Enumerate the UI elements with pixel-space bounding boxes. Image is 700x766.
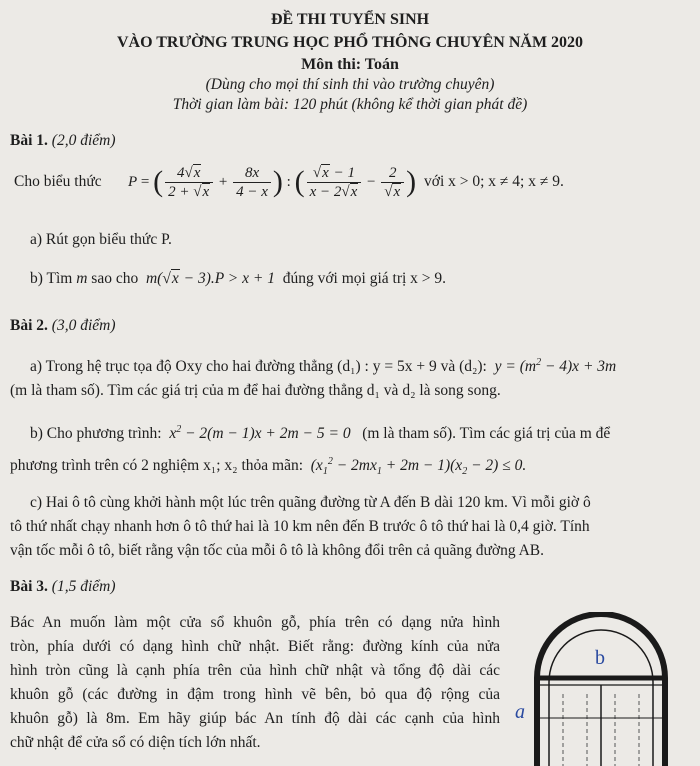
exam-note: (Dùng cho mọi thí sinh thi vào trường chuyên)	[205, 76, 495, 93]
part-b-suffix: đúng với mọi giá trị x > 9.	[282, 270, 447, 287]
bai2-a-line2: (m là tham số). Tìm các giá trị của m để hai đường thẳng d₁ và d₂ là song song.	[10, 382, 501, 399]
bai1-part-b	[30, 269, 446, 289]
bai2-b-line2	[10, 452, 526, 482]
label-b: b	[595, 647, 605, 669]
b-line1-prefix: b) Cho phương trình:	[30, 425, 162, 443]
bai3-line-6: chữ nhật để cửa sổ có diện tích lớn nhất.	[10, 734, 261, 751]
bai2-heading	[10, 316, 115, 336]
bai3-points: (1,5 điểm)	[51, 578, 116, 595]
bai2-a-line1	[30, 353, 616, 377]
formula-P: P = ( $\frac{4√x}{2 + √x}$ + $\frac{8x}{4 - x}$ ) : ( $\frac{√x - 1}{x - 2√x}$ − $\frac{2}{√x}$ )	[128, 164, 417, 200]
bai3-line-4: khuôn gỗ (các đường in đậm trong hình vẽ bên, bỏ qua độ rộng của	[10, 686, 500, 703]
exam-subject: Môn thi: Toán	[301, 56, 399, 73]
bai1-heading	[10, 131, 115, 151]
bai1-title: Bài 1.	[10, 132, 48, 149]
bai3-line-5: khuôn gỗ) là 8m. Em hãy giúp bác An tính độ dài các cạnh của hình	[10, 710, 500, 727]
part-b-mid: sao cho	[91, 270, 139, 287]
window-figure	[505, 612, 695, 766]
bai2-points: (3,0 điểm)	[51, 317, 116, 334]
bai3-line-3: hình tròn cũng là cạnh phía trên của hình chữ nhật và tổng độ dài các	[10, 662, 500, 679]
bai1-part-a: a) Rút gọn biểu thức P.	[30, 231, 172, 248]
exam-title: ĐỀ THI TUYỂN SINH	[270, 11, 430, 28]
exam-time: Thời gian làm bài: 120 phút (không kể thời gian phát đề)	[172, 96, 528, 113]
b-line1-suffix: (m là tham số). Tìm các giá trị của m để	[362, 425, 611, 443]
bai1-condition: với x > 0; x ≠ 4; x ≠ 9.	[424, 173, 564, 190]
bai1-points: (2,0 điểm)	[51, 132, 116, 149]
inequality-expr: m(√x − 3).P > x + 1	[142, 270, 279, 287]
b-line2-prefix: phương trình trên có 2 nghiệm x₁; x₂ thỏa mãn:	[10, 457, 304, 475]
part-b-prefix: b) Tìm	[30, 270, 73, 287]
d2-equation: $y = (m^2 - 4)x + 3m$	[490, 357, 617, 376]
bai1-intro: Cho biểu thức	[14, 173, 102, 190]
bai3-line-1: Bác An muốn làm một cửa sổ khuôn gỗ, phía trên có dạng nửa hình	[10, 614, 500, 631]
bai3-title: Bài 3.	[10, 578, 48, 595]
a-line1-text: a) Trong hệ trục tọa độ Oxy cho hai đường thẳng (d₁) : y = 5x + 9 và (d₂):	[30, 358, 487, 376]
bai2-c-line2: tô thứ nhất chạy nhanh hơn ô tô thứ hai là 10 km nên đến B trước ô tô thứ hai là 0,4 giờ. Tính	[10, 518, 590, 535]
bai2-title: Bài 2.	[10, 317, 48, 334]
bai2-b-line1	[30, 420, 610, 444]
exam-subtitle: VÀO TRƯỜNG TRUNG HỌC PHỔ THÔNG CHUYÊN NĂM 2020	[116, 34, 584, 51]
bai3-line-2: tròn, phía dưới có dạng hình chữ nhật. Biết rằng: đường kính của nửa	[10, 638, 500, 655]
part-b-var: m	[76, 270, 88, 287]
bai2-c-line3: vận tốc mỗi ô tô, biết rằng vận tốc của mỗi ô tô là không đổi trên cả quãng đường AB.	[10, 542, 545, 559]
label-a: a	[515, 701, 525, 723]
condition-expr: $(x_1^2 - 2mx_1 + 2m - 1)(x_2 - 2) \le 0$.	[306, 456, 527, 478]
quadratic-equation: $x^2 - 2(m - 1)x + 2m - 5 = 0$	[165, 424, 359, 443]
bai2-c-line1: c) Hai ô tô cùng khởi hành một lúc trên quãng đường từ A đến B dài 120 km. Vì mỗi giờ ô	[30, 494, 591, 511]
bai3-heading	[10, 577, 115, 597]
